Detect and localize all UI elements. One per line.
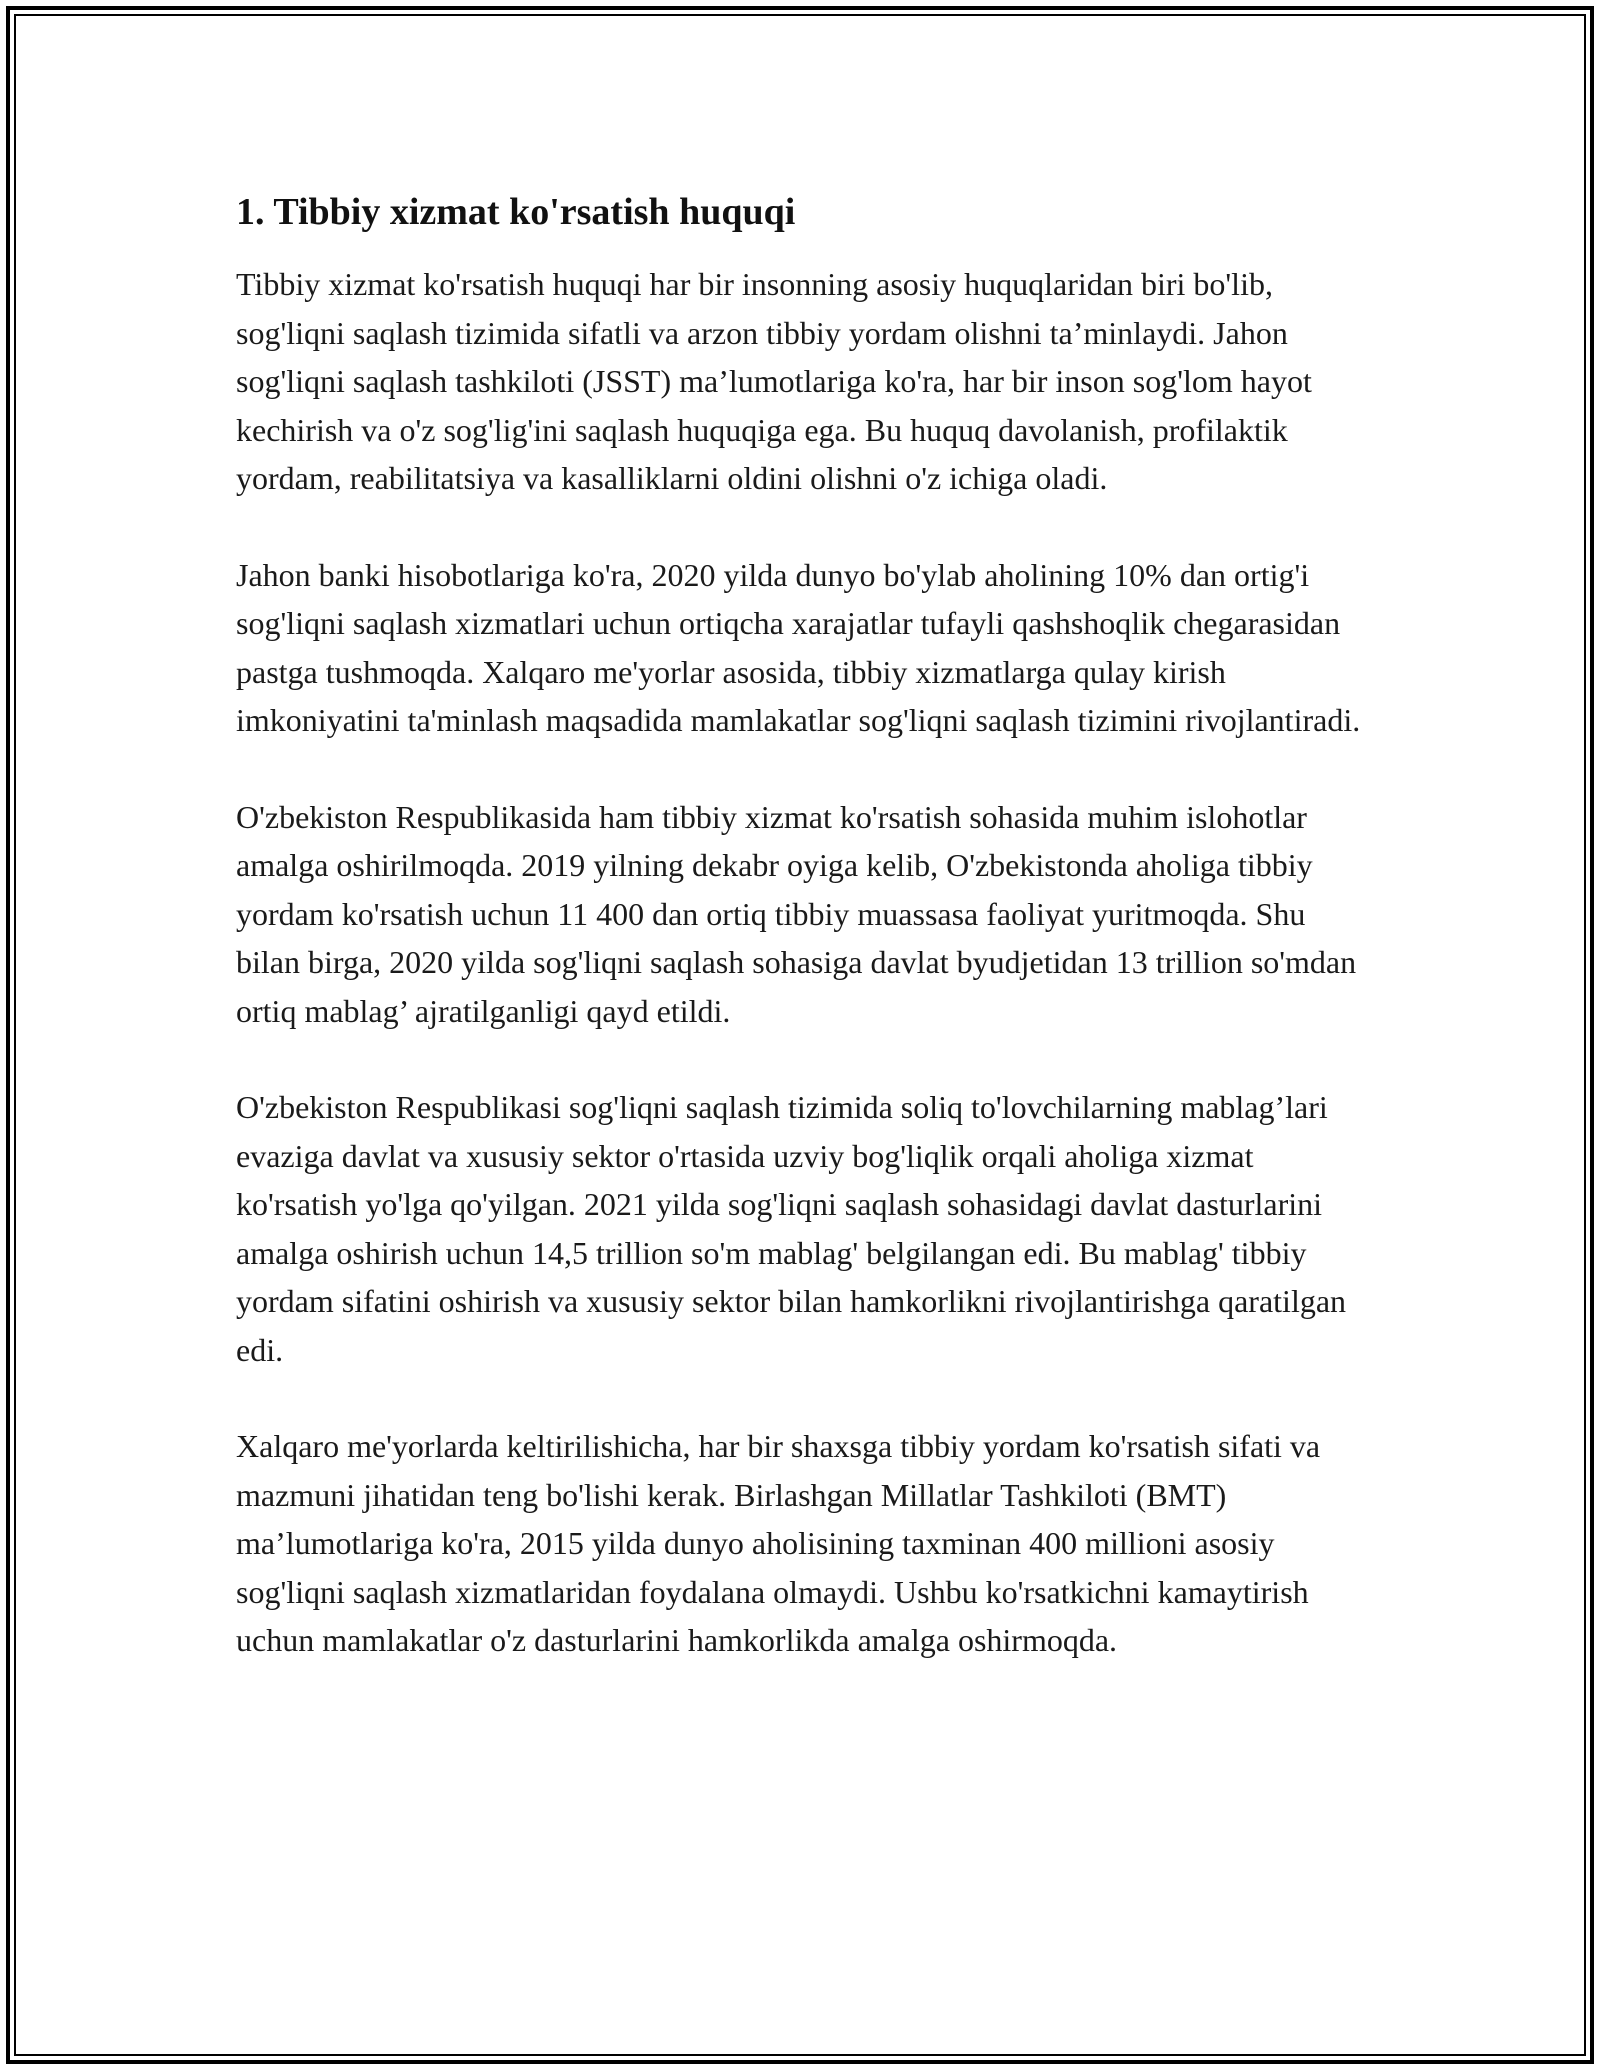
paragraph-2: Jahon banki hisobotlariga ko'ra, 2020 yilda dunyo bo'ylab aholining 10% dan ortig'i sog'liqni saqlash xizmatlari uchun ortiqcha xarajatlar tufayli qashshoqlik chegarasidan pastga tushmoqda. Xalqaro me'yorlar asosida, tibbiy xizmatlarga qulay kirish imkoniyatini ta'minlash maqsadida mamlakatlar sog'liqni saqlash tizimini rivojlantiradi. [236,556,1361,738]
section-title: 1. Tibbiy xizmat ko'rsatish huquqi [236,191,796,233]
paragraph-5: Xalqaro me'yorlarda keltirilishicha, har bir shaxsga tibbiy yordam ko'rsatish sifati va mazmuni jihatidan teng bo'lishi kerak. Birlashgan Millatlar Tashkiloti (BMT) ma’lumotlariga ko'ra, 2015 yilda dunyo aholisining taxminan 400 millioni asosiy sog'liqni saqlash xizmatlaridan foydalana olmaydi. Ushbu ko'rsatkichni kamaytirish uchun mamlakatlar o'z dasturlarini hamkorlikda amalga oshirmoqda. [236,1428,1321,1658]
paragraph-3: O'zbekiston Respublikasida ham tibbiy xizmat ko'rsatish sohasida muhim islohotlar amalga oshirilmoqda. 2019 yilning dekabr oyiga kelib, O'zbekistonda aholiga tibbiy yordam ko'rsatish uchun 11 400 dan ortiq tibbiy muassasa faoliyat yuritmoqda. Shu bilan birga, 2020 yilda sog'liqni saqlash sohasiga davlat byudjetidan 13 trillion so'mdan ortiq mablag’ ajratilganligi qayd etildi. [236,798,1357,1029]
paragraph-1: Tibbiy xizmat ko'rsatish huquqi har bir insonning asosiy huquqlaridan biri bo'lib, sog'liqni saqlash tizimida sifatli va arzon tibbiy yordam olishni ta’minlaydi. Jahon sog'liqni saqlash tashkiloti (JSST) ma’lumotlariga ko'ra, har bir inson sog'lom hayot kechirish va o'z sog'lig'ini saqlash huquqiga ega. Bu huquq davolanish, profilaktik yordam, reabilitatsiya va kasalliklarni oldini olishni o'z ichiga oladi. [236,266,1312,496]
paragraph-4: O'zbekiston Respublikasi sog'liqni saqlash tizimida soliq to'lovchilarning mablag’lari evaziga davlat va xususiy sektor o'rtasida uzviy bog'liqlik orqali aholiga xizmat ko'rsatish yo'lga qo'yilgan. 2021 yilda sog'liqni saqlash sohasidagi davlat dasturlarini amalga oshirish uchun 14,5 trillion so'm mablag' belgilangan edi. Bu mablag' tibbiy yordam sifatini oshirish va xususiy sektor bilan hamkorlikni rivojlantirishga qaratilgan edi. [236,1089,1347,1368]
document-body [236,186,1376,1665]
